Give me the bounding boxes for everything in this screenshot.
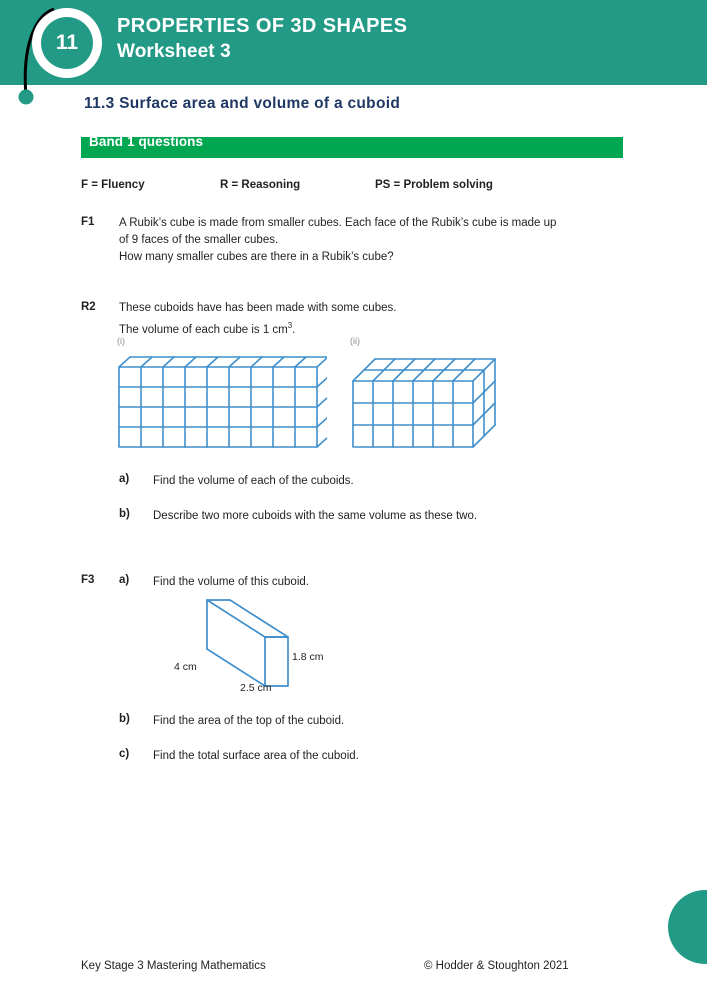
question-tag-f1: F1 (81, 216, 95, 228)
band-header (81, 134, 623, 158)
figure-label-i: (i) (117, 336, 125, 346)
dimension-length: 4 cm (174, 661, 197, 673)
band-label: Band 1 questions (89, 134, 204, 149)
key-reasoning: R = Reasoning (220, 179, 301, 191)
badge-number: 11 (41, 17, 93, 69)
part-text-f3-c: Find the total surface area of the cuboid. (153, 750, 359, 762)
chapter-badge (14, 0, 120, 106)
dimension-height: 1.8 cm (292, 651, 324, 663)
page-title: 11.3 Surface area and volume of a cuboid (84, 95, 401, 112)
figure-label-ii: (ii) (350, 336, 360, 346)
footer-copyright: © Hodder & Stoughton 2021 (424, 960, 569, 972)
r2-line2-superscript: 3 (287, 321, 293, 330)
part-text-f3-b: Find the area of the top of the cuboid. (153, 715, 345, 727)
cuboid-diagram-i (112, 352, 327, 452)
cuboid-diagram-ii (346, 352, 506, 452)
r2-line2-prefix: The volume of each cube is 1 cm (119, 323, 288, 336)
worksheet-title: PROPERTIES OF 3D SHAPES (117, 15, 408, 37)
part-label-f3-a: a) (119, 574, 130, 586)
part-label-r2-a: a) (119, 473, 130, 485)
key-problem-solving: PS = Problem solving (375, 179, 493, 191)
part-text-f3-a: Find the volume of this cuboid. (153, 576, 309, 588)
question-text-f1-line2: of 9 faces of the smaller cubes. (119, 234, 279, 246)
part-label-r2-b: b) (119, 508, 130, 520)
r2-line2-suffix: . (292, 323, 296, 336)
question-text-f1-line3: How many smaller cubes are there in a Rubik’s cube? (119, 251, 394, 263)
part-label-f3-c: c) (119, 748, 130, 760)
question-text-f1-line1: A Rubik’s cube is made from smaller cubes. Each face of the Rubik’s cube is made up (119, 217, 557, 229)
worksheet-subtitle: Worksheet 3 (117, 41, 231, 62)
key-fluency: F = Fluency (81, 179, 145, 191)
question-text-r2-line1: These cuboids have has been made with some cubes. (119, 302, 397, 314)
footer-left-text: Key Stage 3 Mastering Mathematics (81, 960, 266, 972)
question-tag-r2: R2 (81, 301, 96, 313)
question-tag-f3: F3 (81, 574, 95, 586)
part-text-r2-b: Describe two more cuboids with the same volume as these two. (153, 510, 478, 522)
dimension-width: 2.5 cm (240, 682, 272, 694)
corner-decoration (668, 890, 707, 964)
part-label-f3-b: b) (119, 713, 130, 725)
cuboid-diagram-labelled (150, 592, 300, 697)
part-text-r2-a: Find the volume of each of the cuboids. (153, 475, 354, 487)
question-text-r2-line2 (119, 317, 639, 339)
